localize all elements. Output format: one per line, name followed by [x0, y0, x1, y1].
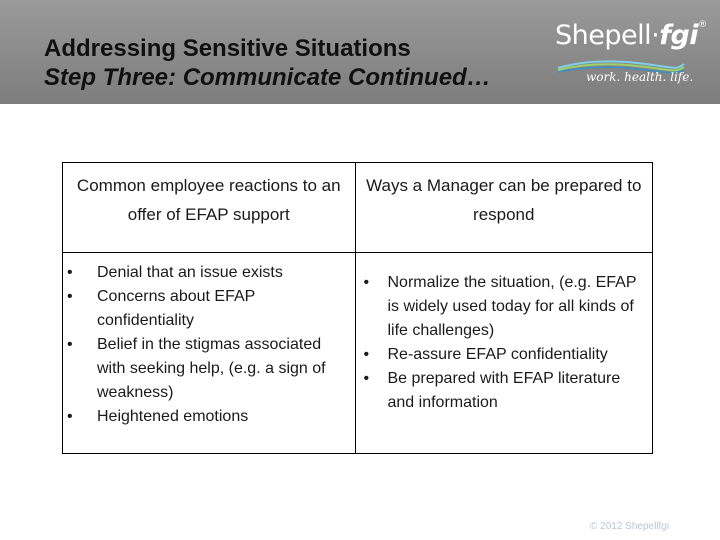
- reactions-cell: [63, 253, 356, 454]
- copyright-footer: © 2012 Shepellfgi: [590, 521, 670, 532]
- logo-name-part2: fgi: [659, 20, 699, 51]
- list-item: • Denial that an issue exists: [63, 261, 355, 285]
- responses-cell: [355, 253, 653, 454]
- list-item: • Be prepared with EFAP literature and information: [356, 367, 653, 415]
- logo-separator: ·: [651, 20, 660, 51]
- company-logo: [555, 20, 707, 51]
- logo-tagline: work. health. life.: [586, 70, 694, 84]
- responses-list: [356, 253, 653, 415]
- header-responses: Ways a Manager can be prepared to respond: [355, 163, 653, 253]
- reactions-list: [63, 253, 355, 429]
- list-item: • Re-assure EFAP confidentiality: [356, 343, 653, 367]
- list-item: • Normalize the situation, (e.g. EFAP is widely used today for all kinds of life challenges): [356, 271, 653, 343]
- list-item: • Belief in the stigmas associated with seeking help, (e.g. a sign of weakness): [63, 333, 355, 405]
- logo-trademark: ®: [698, 20, 707, 30]
- table-body-row: [63, 253, 653, 454]
- logo-name-part1: Shepell: [555, 20, 652, 51]
- list-item: • Concerns about EFAP confidentiality: [63, 285, 355, 333]
- table-header-row: [63, 163, 653, 253]
- title-line-1: Addressing Sensitive Situations: [44, 35, 411, 62]
- slide-title: [44, 34, 491, 92]
- list-item: • Heightened emotions: [63, 405, 355, 429]
- title-line-2: Step Three: Communicate Continued…: [44, 64, 491, 91]
- header-reactions: Common employee reactions to an offer of EFAP support: [63, 163, 356, 253]
- comparison-table: [62, 162, 653, 454]
